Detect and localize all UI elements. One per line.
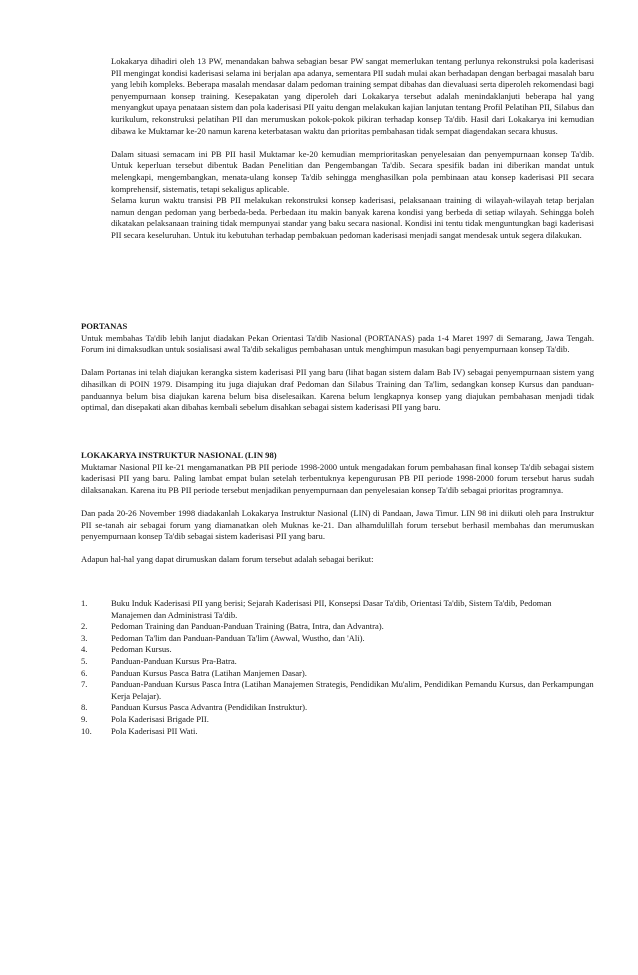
- list-item: [81, 633, 594, 645]
- list-item-number: 1.: [81, 598, 88, 608]
- section-heading-portanas: PORTANAS: [81, 321, 128, 331]
- paragraph-lin-results-intro: Adapun hal-hal yang dapat dirumuskan dalam forum tersebut adalah sebagai berikut:: [81, 554, 374, 565]
- list-item-number: 9.: [81, 713, 88, 724]
- list-item: [81, 621, 594, 633]
- indented-block: [111, 56, 594, 242]
- list-item-number: 8.: [81, 702, 88, 713]
- results-list: [81, 598, 594, 737]
- paragraph-lokakarya-result: Lokakarya dihadiri oleh 13 PW, menandakan bahwa sebagian besar PW sangat memerlukan tentang perlunya rekonstruksi pola kaderisasi PII mengingat kondisi kaderisasi selama ini berjalan apa adanya, sementara PII sudah mulai akan berhadapan dengan berbagai masalah baru yang lebih kompleks. Beberapa masalah mendasar dalam pedoman training sempat dibahas dan dievaluasi serta diperoleh rekomendasi bagi penyempurnaan konsep training. Kesepakatan yang diperoleh dari Lokakarya tersebut adalah menindaklanjuti beberapa hal yang menyangkut upaya penataan sistem dan pola kaderisasi PII yaitu dengan melakukan kajian lanjutan tentang Profil Pelatihan PII, Silabus dan kurikulum, rekonstruksi pelatihan PII dan merumuskan pokok-pokok pikiran terhadap konsep Ta'dib. Hasil dari Lokakarya ini kemudian dibawa ke Muktamar ke-20 namun karena keterbatasan waktu dan prioritas pembahasan tidak sempat diagendakan secara khusus.: [111, 56, 594, 136]
- list-item-text: Pedoman Kursus.: [111, 644, 172, 655]
- list-item-text: Panduan Kursus Pasca Advantra (Pendidikan Instruktur).: [111, 702, 308, 713]
- list-item-number: 7.: [81, 679, 88, 690]
- paragraph-masa-transisi: Selama kurun waktu transisi PB PII melakukan rekonstruksi konsep kaderisasi, pelaksanaan training di wilayah-wilayah tetap berjalan namun dengan pedoman yang berbeda-beda. Perbedaan itu makin banyak karena kondisi yang berbeda di setiap wilayah. Sehingga boleh dikatakan pelaksanaan training tidak mempunyai standar yang baku secara nasional. Kondisi ini tentu tidak menguntungkan bagi kaderisasi PII secara keseluruhan. Untuk itu kebutuhan terhadap pembakuan pedoman kaderisasi menjadi sangat mendesak untuk segera dilakukan.: [111, 195, 594, 240]
- list-item-text: Pedoman Training dan Panduan-Panduan Training (Batra, Intra, dan Advantra).: [111, 621, 384, 632]
- list-item-number: 3.: [81, 632, 88, 643]
- paragraph-badan-penelitian: Dalam situasi semacam ini PB PII hasil Muktamar ke-20 kemudian memprioritaskan penyelesaian dan penyempurnaan konsep Ta'dib. Untuk keperluan tersebut dibentuk Badan Penelitian dan Pengembangan Ta'dib. Secara spesifik badan ini diberikan mandat untuk melengkapi, mengembangkan, menata-ulang konsep Ta'dib sehingga menghasilkan pola pembinaan atau konsep kaderisasi PII secara komprehensif, sistematis, tetapi sekaligus aplicable.: [111, 148, 594, 194]
- list-item: [81, 726, 594, 738]
- section-heading-lin: LOKAKARYA INSTRUKTUR NASIONAL (LIN 98): [81, 450, 277, 460]
- list-item: [81, 679, 594, 702]
- section-portanas: [81, 321, 594, 414]
- list-item-number: 10.: [81, 725, 92, 736]
- list-item: [81, 702, 594, 714]
- list-item-number: 2.: [81, 621, 88, 632]
- list-item: [81, 714, 594, 726]
- paragraph-portanas-detail: Dalam Portanas ini telah diajukan kerangka sistem kaderisasi PII yang baru (lihat bagan sistem dalam Bab IV) sebagai penyempurnaan sistem yang dihasilkan di POIN 1979. Disamping itu juga diajukan draf Pedoman dan Silabus Training dan Ta'lim, sedangkan konsep Kursus dan panduan-panduannya belum bisa diajukan karena belum bisa diselesaikan. Karena belum lengkapnya konsep yang diajukan pembahasan menjadi tidak optimal, dan disepakati akan dibahas kembali sebelum disahkan sebagai sistem kaderisasi PII yang baru.: [81, 367, 594, 413]
- list-item-text: Pola Kaderisasi Brigade PII.: [111, 713, 209, 724]
- list-item: [81, 598, 594, 621]
- section-lin: [81, 450, 594, 566]
- paragraph-lin-mandate: Muktamar Nasional PII ke-21 mengamanatkan PB PII periode 1998-2000 untuk mengadakan forum pembahasan final konsep Ta'dib sebagai sistem kaderisasi PII yang baru. Paling lambat empat bulan setelah terbentuknya kepengurusan PB PII periode 1998-2000 forum tersebut harus sudah dilaksanakan. Karena itu PB PII periode tersebut menjadikan penyempurnaan dan penyelesaian konsep Ta'dib sebagai prioritas programnya.: [81, 461, 594, 495]
- list-item-number: 6.: [81, 667, 88, 678]
- list-item-number: 5.: [81, 655, 88, 666]
- list-item-text: Panduan Kursus Pasca Batra (Latihan Manjemen Dasar).: [111, 667, 307, 678]
- list-item-number: 4.: [81, 644, 88, 655]
- paragraph-lin-event: Dan pada 20-26 November 1998 diadakanlah Lokakarya Instruktur Nasional (LIN) di Pandaan, Jawa Timur. LIN 98 ini diikuti oleh para Instruktur PII se-tanah air sebagai forum yang diamanatkan oleh Muknas ke-21. Dan alhamdulillah forum tersebut berhasil membahas dan merumuskan penyempurnaan konsep Ta'dib sebagai sistem kaderisasi PII yang baru.: [81, 507, 594, 542]
- list-item-text: Panduan-Panduan Kursus Pasca Intra (Latihan Manajemen Strategis, Pendidikan Mu'alim, Pendidikan Pemandu Kursus, dan Perkampungan Kerja Pelajar).: [111, 679, 594, 701]
- list-item: [81, 644, 594, 656]
- list-item-text: Buku Induk Kaderisasi PII yang berisi; Sejarah Kaderisasi PII, Konsepsi Dasar Ta'dib, Orientasi Ta'dib, Sistem Ta'dib, Pedoman Manajemen dan Administrasi Ta'dib.: [111, 598, 552, 620]
- paragraph-portanas-intro: Untuk membahas Ta'dib lebih lanjut diadakan Pekan Orientasi Ta'dib Nasional (PORTANAS) pada 1-4 Maret 1997 di Semarang, Jawa Tengah. Forum ini dimaksudkan untuk sosialisasi awal Ta'dib sekaligus pembahasan untuk menghimpun masukan bagi penyempurnaan konsep Ta'dib.: [81, 332, 594, 355]
- list-item-text: Pola Kaderisasi PII Wati.: [111, 725, 198, 736]
- list-item: [81, 668, 594, 680]
- list-item-text: Pedoman Ta'lim dan Panduan-Panduan Ta'lim (Awwal, Wustho, dan 'Ali).: [111, 632, 365, 643]
- list-item: [81, 656, 594, 668]
- list-item-text: Panduan-Panduan Kursus Pra-Batra.: [111, 655, 237, 666]
